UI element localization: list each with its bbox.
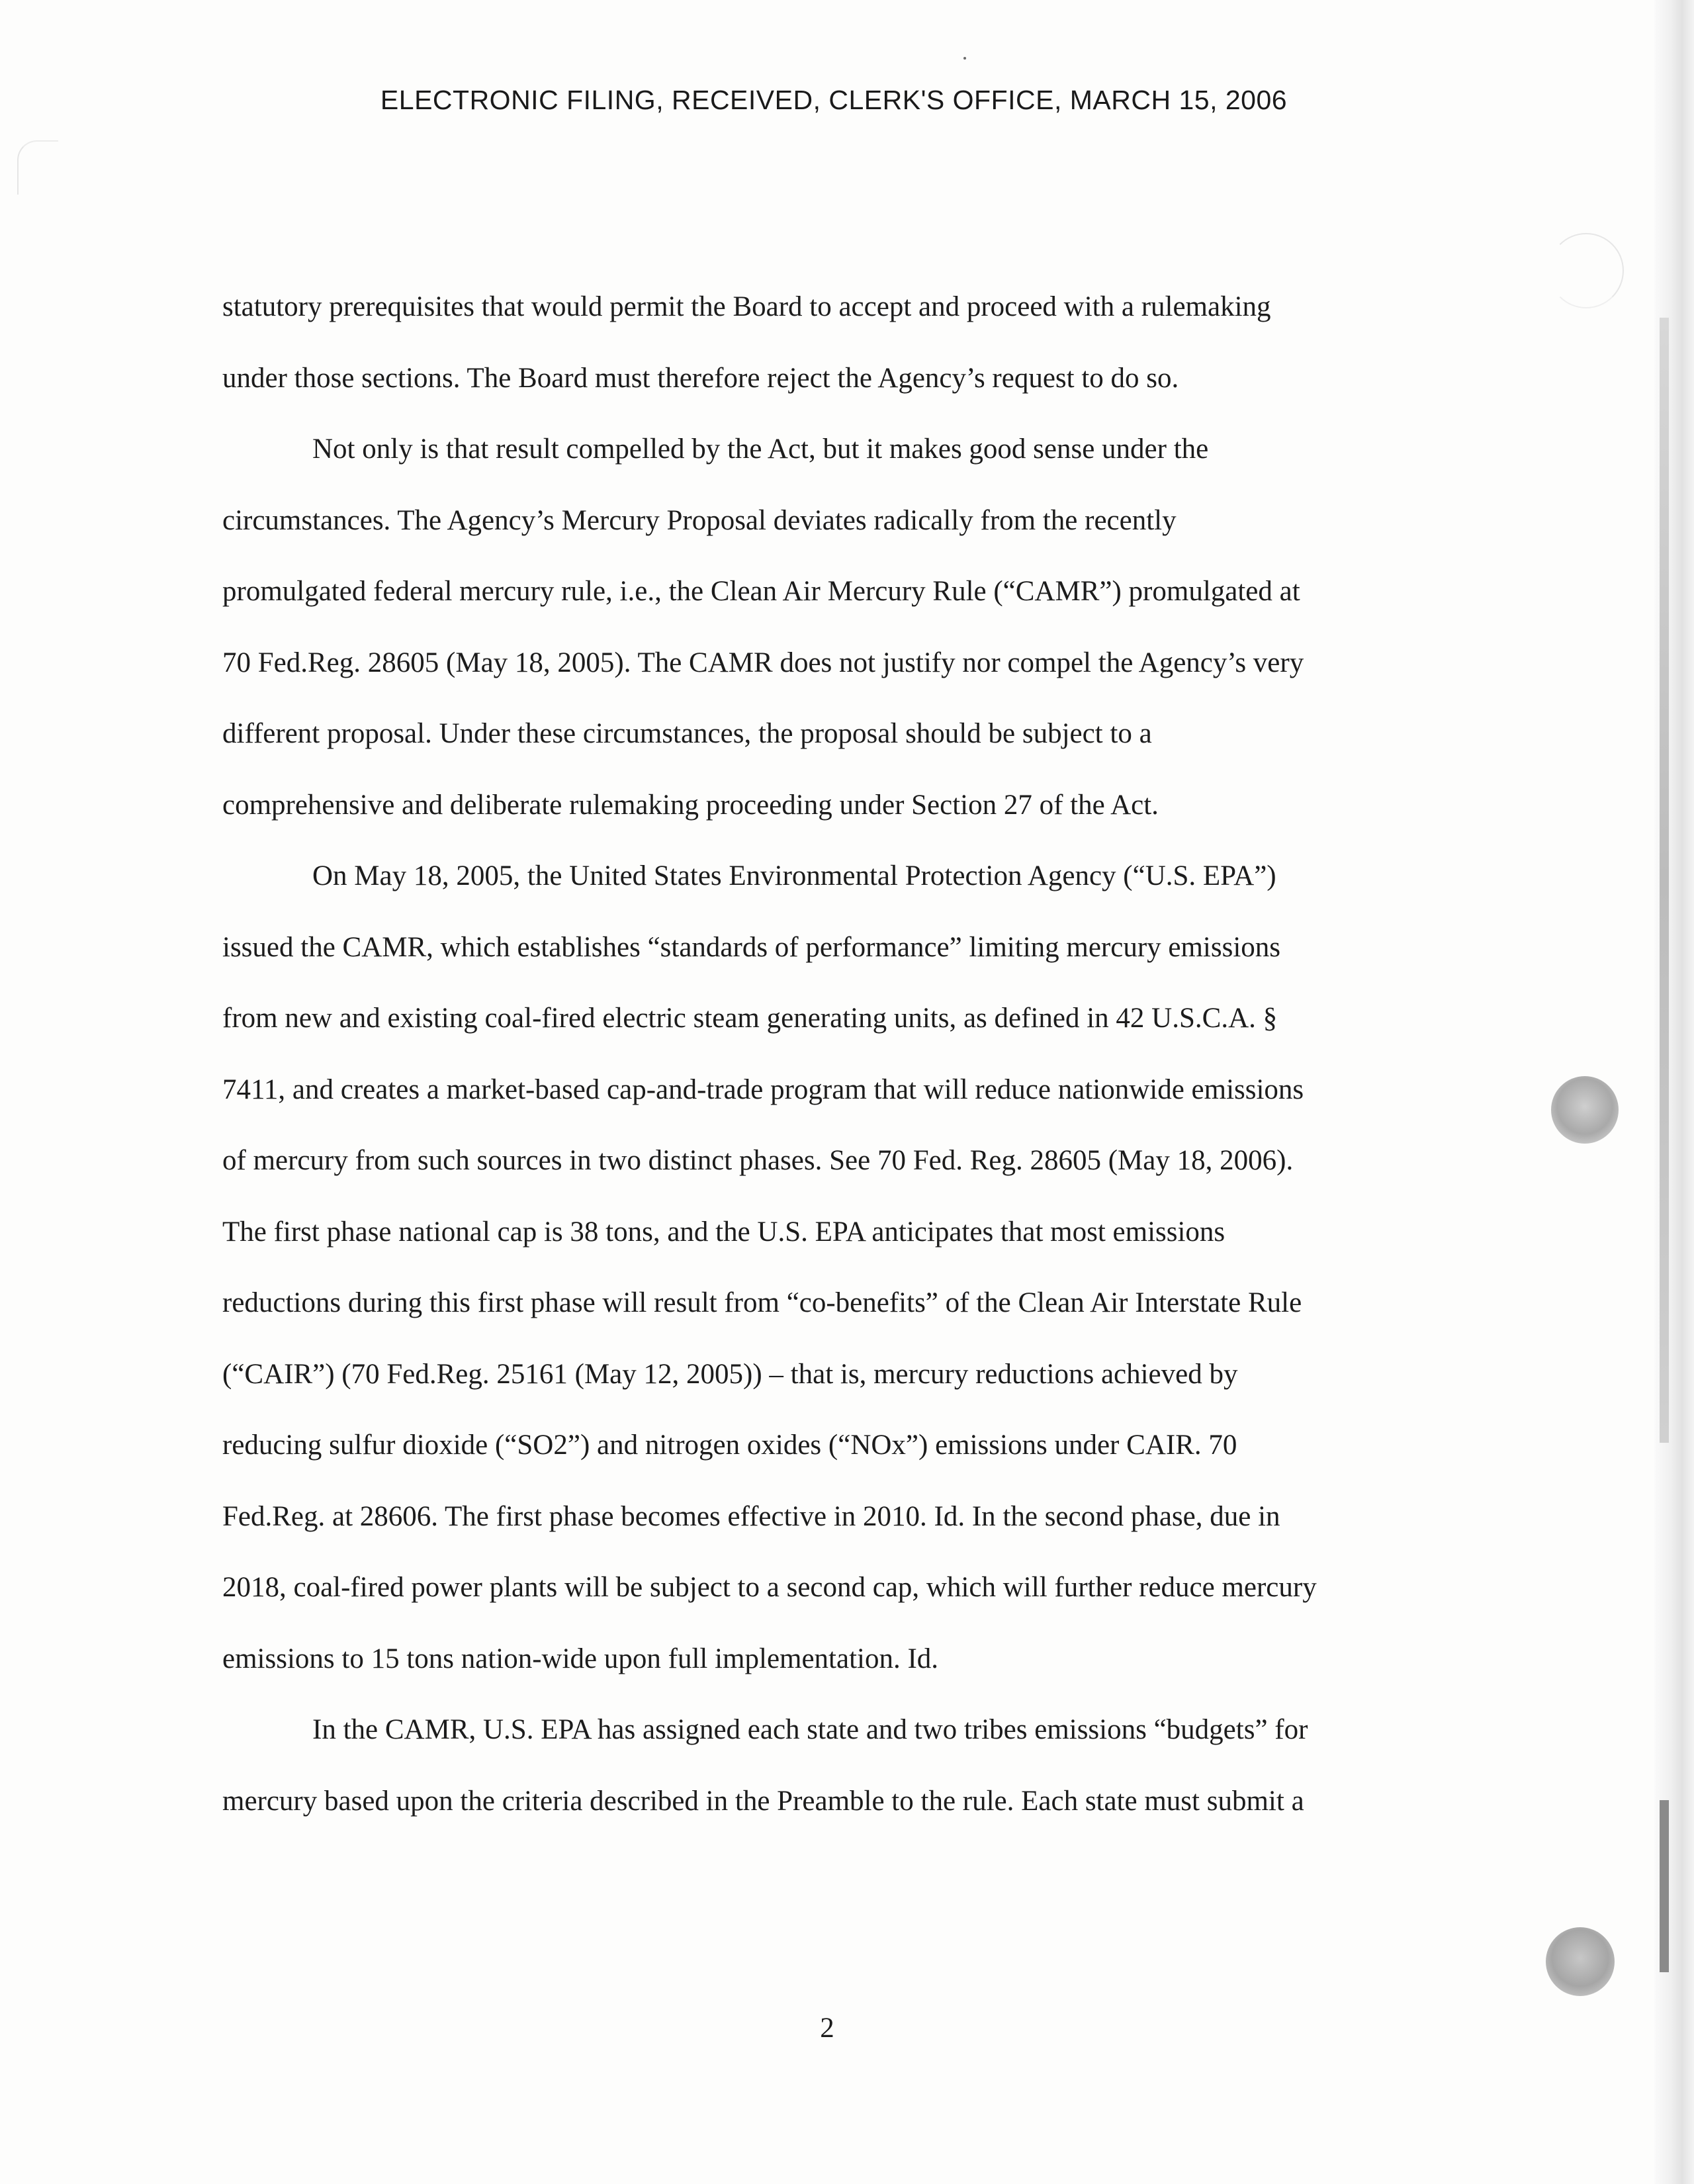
text-line: The first phase national cap is 38 tons, and the U.S. EPA anticipates that most emissions	[222, 1216, 1226, 1248]
scan-binding-edge	[1654, 0, 1694, 2184]
paragraph-camr-issued	[222, 841, 1433, 1694]
text-line: Not only is that result compelled by the Act, but it makes good sense under the	[312, 433, 1209, 465]
paragraph-continuation	[222, 271, 1433, 414]
text-line: 70 Fed.Reg. 28605 (May 18, 2005). The CAMR does not justify nor compel the Agency’s very	[222, 647, 1304, 678]
paragraph-state-budgets	[222, 1694, 1433, 1837]
text-line: (“CAIR”) (70 Fed.Reg. 25161 (May 12, 2005)) – that is, mercury reductions achieved by	[222, 1358, 1238, 1390]
text-line: issued the CAMR, which establishes “standards of performance” limiting mercury emissions	[222, 931, 1281, 963]
punch-hole-top	[1548, 233, 1624, 308]
text-line: 2018, coal-fired power plants will be subject to a second cap, which will further reduce mercury	[222, 1572, 1317, 1603]
text-line: different proposal. Under these circumstances, the proposal should be subject to a	[222, 718, 1152, 749]
margin-scan-mark	[17, 140, 58, 195]
text-line: 7411, and creates a market-based cap-and-trade program that will reduce nationwide emissions	[222, 1073, 1304, 1105]
text-line: In the CAMR, U.S. EPA has assigned each state and two tribes emissions “budgets” for	[312, 1714, 1308, 1745]
scan-speck	[963, 57, 966, 60]
text-line: On May 18, 2005, the United States Environmental Protection Agency (“U.S. EPA”)	[312, 860, 1276, 891]
text-line: comprehensive and deliberate rulemaking proceeding under Section 27 of the Act.	[222, 789, 1159, 821]
text-line: reductions during this first phase will result from “co-benefits” of the Clean Air Interstate Rule	[222, 1287, 1302, 1318]
edge-shadow	[1660, 318, 1669, 1443]
punch-hole-middle	[1551, 1076, 1619, 1144]
text-line: from new and existing coal-fired electric steam generating units, as defined in 42 U.S.C.A. §	[222, 1003, 1278, 1034]
filing-stamp-header: ELECTRONIC FILING, RECEIVED, CLERK'S OFFICE, MARCH 15, 2006	[380, 85, 1288, 115]
text-line: circumstances. The Agency’s Mercury Proposal deviates radically from the recently	[222, 504, 1177, 536]
document-body	[222, 271, 1433, 1837]
punch-hole-bottom	[1546, 1927, 1615, 1996]
text-line: reducing sulfur dioxide (“SO2”) and nitrogen oxides (“NOx”) emissions under CAIR. 70	[222, 1430, 1237, 1461]
paragraph-not-only	[222, 414, 1433, 841]
text-line: promulgated federal mercury rule, i.e., the Clean Air Mercury Rule (“CAMR”) promulgated at	[222, 576, 1300, 607]
page-number: 2	[820, 2013, 834, 2044]
text-line: Fed.Reg. at 28606. The first phase becomes effective in 2010. Id. In the second phase, due in	[222, 1500, 1280, 1532]
text-line: emissions to 15 tons nation-wide upon full implementation. Id.	[222, 1643, 939, 1674]
text-line: under those sections. The Board must therefore reject the Agency’s request to do so.	[222, 362, 1179, 394]
text-line: of mercury from such sources in two distinct phases. See 70 Fed. Reg. 28605 (May 18, 2006).	[222, 1145, 1294, 1176]
edge-shadow-dark	[1660, 1800, 1669, 1972]
text-line: mercury based upon the criteria described in the Preamble to the rule. Each state must submit a	[222, 1785, 1304, 1817]
text-line: statutory prerequisites that would permit the Board to accept and proceed with a rulemaking	[222, 291, 1271, 322]
